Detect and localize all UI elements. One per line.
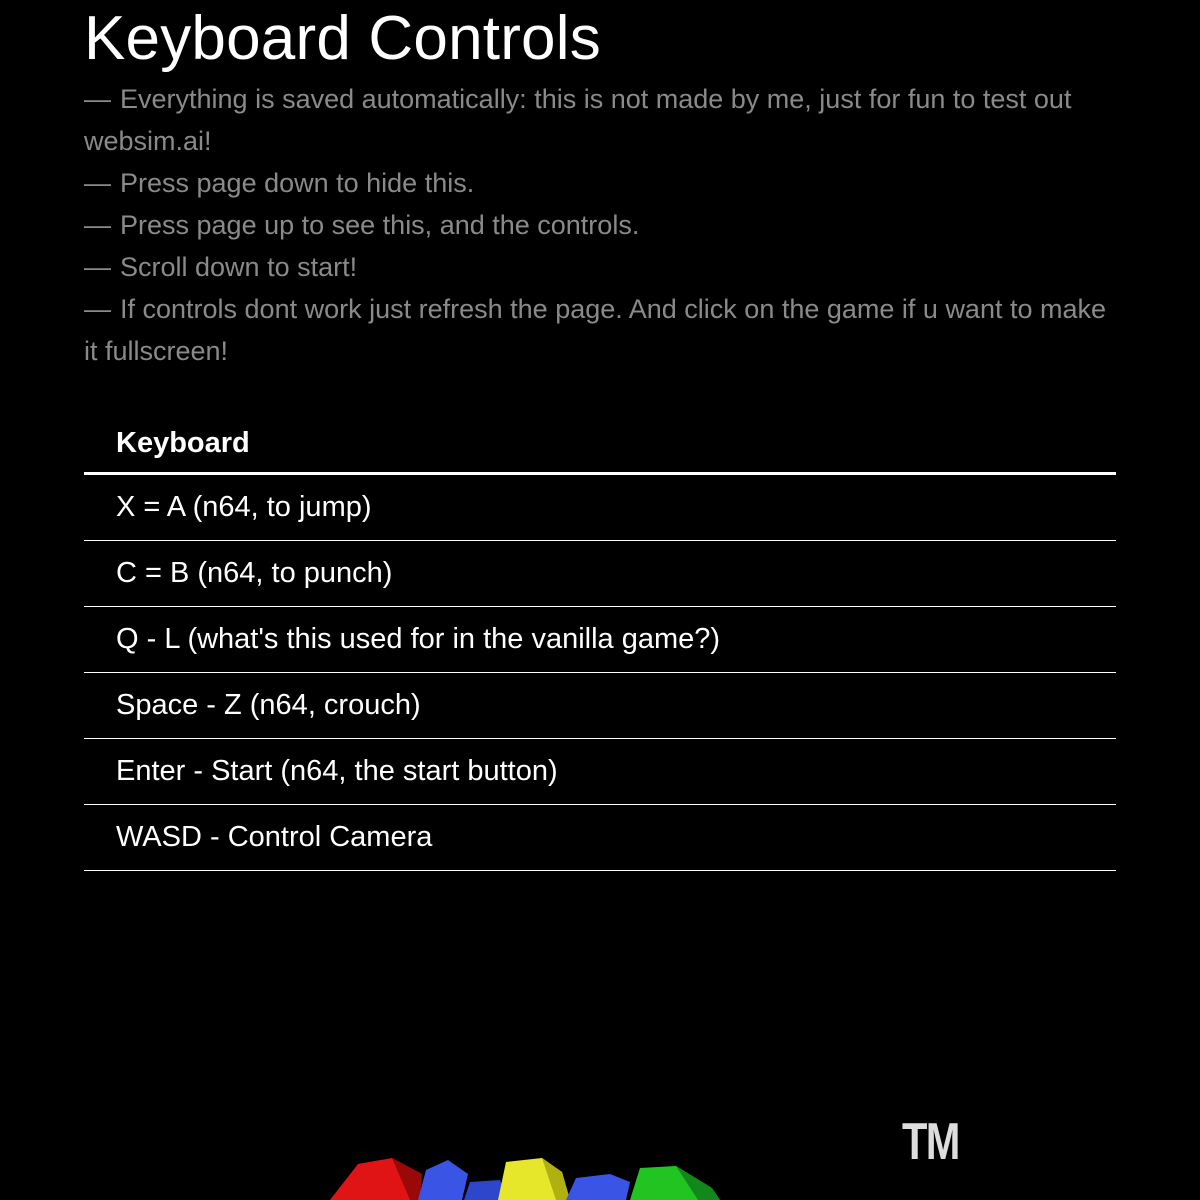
table-row bbox=[84, 474, 1116, 541]
note-item: — Press page down to hide this. bbox=[84, 168, 475, 198]
note-item: — Scroll down to start! bbox=[84, 252, 358, 282]
control-mapping: WASD - Control Camera bbox=[84, 805, 1116, 871]
note-item: — If controls dont work just refresh the page. And click on the game if u want to make it fullscreen! bbox=[84, 294, 1107, 366]
n64-logo-icon[interactable] bbox=[330, 1150, 730, 1200]
control-mapping: C = B (n64, to punch) bbox=[84, 541, 1116, 607]
notes-list bbox=[84, 78, 1116, 372]
logo-blue-block bbox=[418, 1160, 468, 1200]
table-header-row bbox=[84, 416, 1116, 474]
table-row bbox=[84, 739, 1116, 805]
note-item: — Press page up to see this, and the controls. bbox=[84, 210, 640, 240]
table-row bbox=[84, 541, 1116, 607]
control-mapping: Space - Z (n64, crouch) bbox=[84, 673, 1116, 739]
control-mapping: X = A (n64, to jump) bbox=[84, 474, 1116, 541]
trademark-label: TM bbox=[902, 1113, 959, 1171]
control-mapping: Q - L (what's this used for in the vanilla game?) bbox=[84, 607, 1116, 673]
note-item: — Everything is saved automatically: this is not made by me, just for fun to test out websim.ai! bbox=[84, 84, 1072, 156]
control-mapping: Enter - Start (n64, the start button) bbox=[84, 739, 1116, 805]
logo-blue-block-3 bbox=[566, 1174, 630, 1200]
table-row bbox=[84, 805, 1116, 871]
controls-panel bbox=[84, 0, 1116, 871]
table-header: Keyboard bbox=[84, 416, 1116, 474]
table-row bbox=[84, 673, 1116, 739]
page-title: Keyboard Controls bbox=[84, 4, 601, 73]
table-row bbox=[84, 607, 1116, 673]
controls-table bbox=[84, 416, 1116, 871]
